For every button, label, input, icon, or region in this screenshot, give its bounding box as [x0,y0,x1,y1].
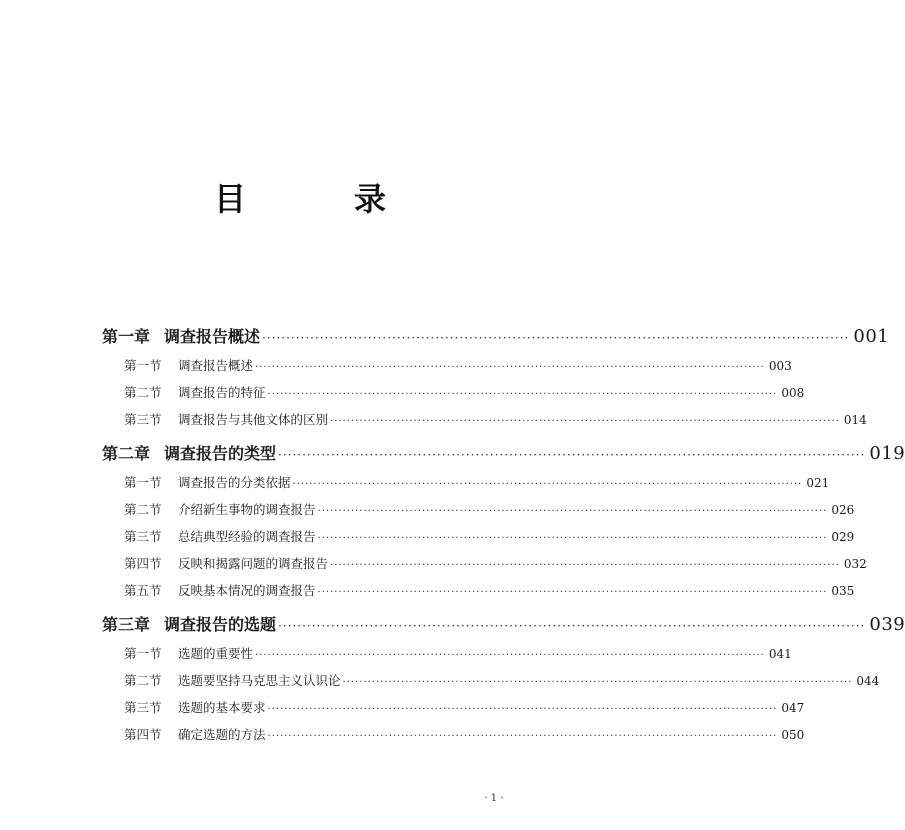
dot-leader: ·························································································································· [342,677,853,688]
section-number: 第四节 [124,556,162,571]
toc-section-2-1[interactable] [102,469,830,496]
section-page-number: 029 [831,530,855,544]
toc-section-2-3[interactable] [102,523,855,550]
chapter-page-number: 039 [869,614,905,635]
toc-section-2-2[interactable] [102,496,855,523]
dot-leader: ·························································································································· [255,650,765,661]
section-number: 第三节 [124,412,162,427]
toc-chapter-3[interactable] [102,610,905,640]
dot-leader: ·························································································································· [330,416,840,427]
chapter-number: 第二章 [102,444,151,463]
toc-section-1-2[interactable] [102,379,805,406]
chapter-number: 第一章 [102,327,151,346]
toc-chapter-2[interactable] [102,439,905,469]
chapter-title: 调查报告的类型 [164,444,277,463]
section-title: 选题的重要性 [178,646,254,661]
dot-leader: ·························································································································· [330,560,840,571]
dot-leader: ·························································································································· [292,479,803,490]
section-title: 调查报告与其他文体的区别 [178,412,329,427]
section-page-number: 021 [806,476,830,490]
section-title: 反映基本情况的调查报告 [178,583,316,598]
toc-chapter-1[interactable] [102,322,890,352]
dot-leader: ·························································································································· [317,587,828,598]
toc-section-2-5[interactable] [102,577,855,604]
section-page-number: 026 [831,503,855,517]
section-title: 确定选题的方法 [178,727,266,742]
section-number: 第五节 [124,583,162,598]
toc-section-2-4[interactable] [102,550,867,577]
toc-section-1-1[interactable] [102,352,792,379]
dot-leader: ·························································································································· [278,448,866,462]
page-number-footer: · 1 · [484,793,504,804]
section-page-number: 044 [856,674,880,688]
section-page-number: 047 [781,701,805,715]
section-page-number: 050 [781,728,805,742]
section-number: 第三节 [124,529,162,544]
toc-section-3-1[interactable] [102,640,792,667]
toc-section-1-3[interactable] [102,406,867,433]
section-page-number: 014 [843,413,867,427]
section-title: 调查报告的分类依据 [178,475,291,490]
section-number: 第一节 [124,646,162,661]
section-number: 第二节 [124,385,162,400]
dot-leader: ·························································································································· [267,704,778,715]
section-title: 调查报告概述 [178,358,254,373]
section-number: 第二节 [124,673,162,688]
page-title: 目 录 [213,180,424,218]
dot-leader: ·························································································································· [262,331,850,345]
section-number: 第二节 [124,502,162,517]
chapter-page-number: 019 [869,443,905,464]
section-number: 第一节 [124,358,162,373]
toc-section-3-4[interactable] [102,721,805,748]
section-title: 选题要坚持马克思主义认识论 [178,673,341,688]
chapter-title: 调查报告概述 [164,327,261,346]
dot-leader: ·························································································································· [267,389,778,400]
dot-leader: ·························································································································· [317,533,828,544]
section-number: 第一节 [124,475,162,490]
chapter-title: 调查报告的选题 [164,615,277,634]
dot-leader: ·························································································································· [267,731,778,742]
dot-leader: ·························································································································· [278,619,866,633]
section-page-number: 008 [781,386,805,400]
section-page-number: 035 [831,584,855,598]
section-title: 反映和揭露问题的调查报告 [178,556,329,571]
table-of-contents [102,322,905,748]
dot-leader: ·························································································································· [255,362,765,373]
dot-leader: ·························································································································· [317,506,828,517]
section-number: 第四节 [124,727,162,742]
chapter-number: 第三章 [102,615,151,634]
section-title: 总结典型经验的调查报告 [178,529,316,544]
toc-section-3-2[interactable] [102,667,880,694]
section-title: 选题的基本要求 [178,700,266,715]
section-number: 第三节 [124,700,162,715]
section-page-number: 003 [768,359,792,373]
section-page-number: 041 [768,647,792,661]
section-title: 介绍新生事物的调查报告 [178,502,316,517]
chapter-page-number: 001 [853,326,890,347]
section-page-number: 032 [843,557,867,571]
toc-section-3-3[interactable] [102,694,805,721]
section-title: 调查报告的特征 [178,385,266,400]
